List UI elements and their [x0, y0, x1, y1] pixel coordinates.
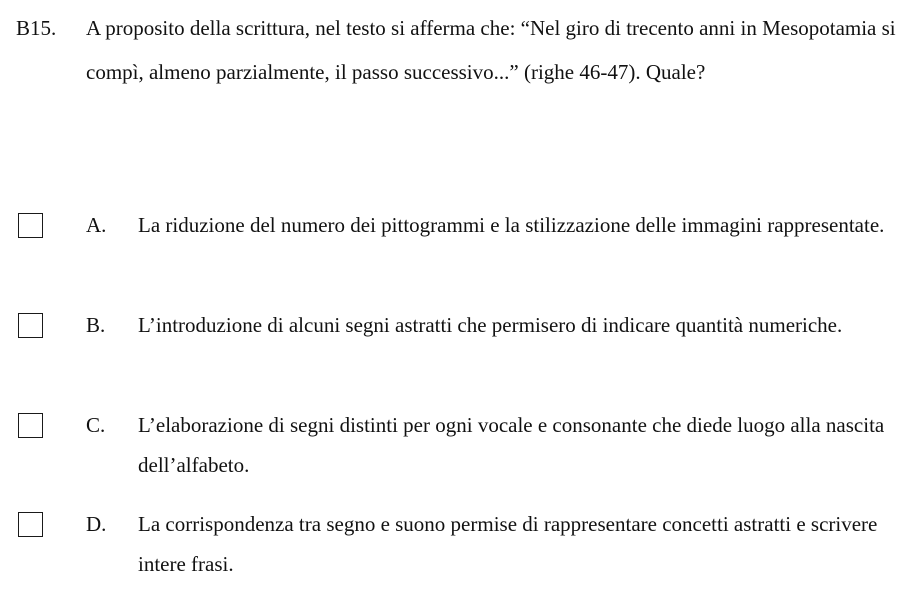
answer-option-c [18, 405, 898, 485]
question-block [16, 6, 908, 94]
question-text: A proposito della scrittura, nel testo si afferma che: “Nel giro di trecento anni in Mesopotamia si compì, almeno parzialmente, il passo successivo...” (righe 46-47). Quale? [86, 16, 896, 84]
option-letter-d: D. [86, 512, 107, 536]
answer-option-d [18, 504, 898, 584]
checkbox-option-d[interactable] [18, 512, 43, 537]
checkbox-option-c[interactable] [18, 413, 43, 438]
option-letter-b: B. [86, 313, 106, 337]
option-text-d: La corrispondenza tra segno e suono permise di rappresentare concetti astratti e scrivere intere frasi. [138, 512, 878, 576]
option-text-c: L’elaborazione di segni distinti per ogni vocale e consonante che diede luogo alla nascita dell’alfabeto. [138, 413, 885, 477]
answer-option-a [18, 205, 898, 245]
option-text-a: La riduzione del numero dei pittogrammi e la stilizzazione delle immagini rappresentate. [138, 213, 885, 237]
option-letter-a: A. [86, 213, 107, 237]
answer-option-b [18, 305, 898, 345]
option-text-b: L’introduzione di alcuni segni astratti che permisero di indicare quantità numeriche. [138, 313, 843, 337]
checkbox-option-b[interactable] [18, 313, 43, 338]
question-number: B15. [16, 16, 57, 40]
option-letter-c: C. [86, 413, 106, 437]
checkbox-option-a[interactable] [18, 213, 43, 238]
